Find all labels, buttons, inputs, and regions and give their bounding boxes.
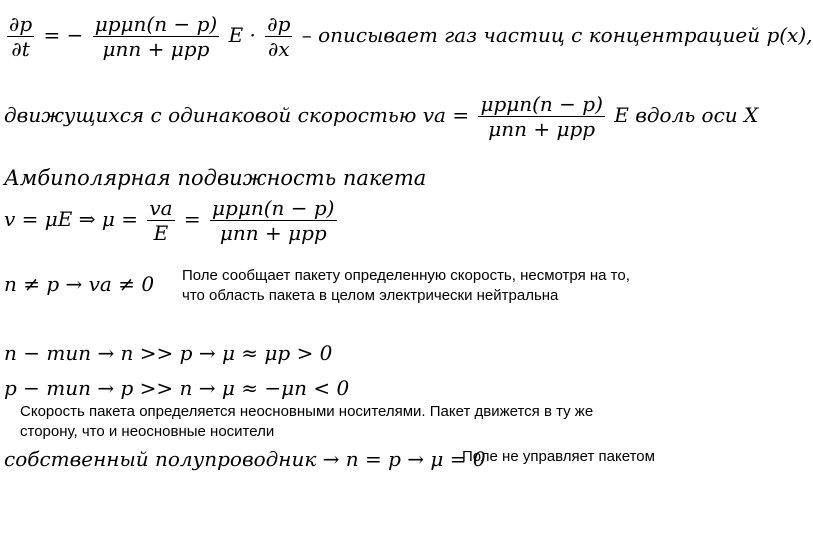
fraction-mobility-2: $\frac{\text{μpμn(n − p)}}{\text{μnn + μpp}}$ <box>480 92 603 141</box>
note-field-no-control: Поле не управляет пакетом <box>462 448 655 465</box>
equation-n-type: n − тип → n >> p → μ ≈ μp > 0 <box>4 341 333 365</box>
equation-intrinsic: собственный полупроводник → n = p → μ = 0 <box>4 447 486 471</box>
equation-diffusion-drift: $\frac{\partial p}{\partial t}$ = − $\frac{\text{μpμn(n − p)}}{\text{μnn + μpp}}$ E · $\frac{\partial p}{\partial x}$ – описывает газ частиц с концентрацией p(x), <box>9 12 813 61</box>
note-minority-carriers: Скорость пакета определяется неосновными носителями. Пакет движется в ту же сторону, что и неосновные носители <box>20 403 594 440</box>
equation-ambipolar-mobility: v = μE ⇒ μ = $\frac{va}{E}$ = $\frac{\text{μpμn(n − p)}}{\text{μnn + μpp}}$ <box>4 196 335 245</box>
fraction-dp-dx: $\frac{\partial p}{\partial x}$ <box>267 12 291 61</box>
fraction-mobility: $\frac{\text{μpμn(n − p)}}{\text{μnn + μpp}}$ <box>94 12 218 61</box>
line-same-velocity: движущихся с одинаковой скоростью va = $\frac{\text{μpμn(n − p)}}{\text{μnn + μpp}}$ E вдоль оси X <box>4 92 759 141</box>
equation-p-type: p − тип → p >> n → μ ≈ −μn < 0 <box>4 376 350 400</box>
section-heading: Амбиполярная подвижность пакета <box>4 166 427 190</box>
fraction-va-e: $\frac{va}{E}$ <box>149 196 173 245</box>
equation-n-neq-p: n ≠ p → va ≠ 0 <box>4 272 155 296</box>
fraction-mobility-3: $\frac{\text{μpμn(n − p)}}{\text{μnn + μpp}}$ <box>212 196 335 245</box>
fraction-dp-dt: $\frac{\partial p}{\partial t}$ <box>9 12 33 61</box>
note-field-gives-velocity: Поле сообщает пакету определенную скорость, несмотря на то, что область пакета в целом электрически нейтральна <box>182 267 630 304</box>
